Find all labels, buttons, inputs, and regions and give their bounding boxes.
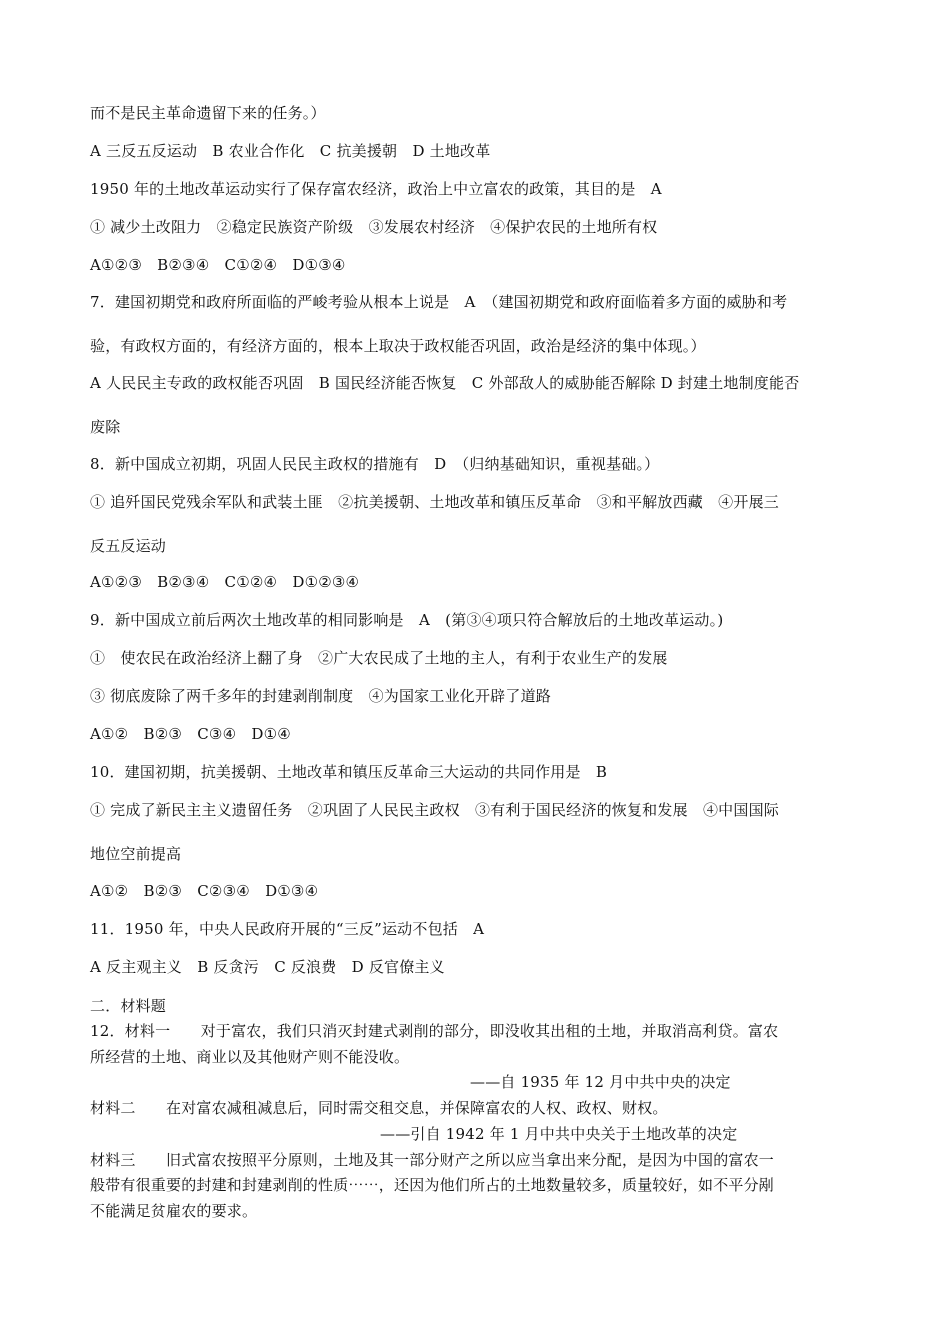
text-line: 不能满足贫雇农的要求。: [90, 1202, 258, 1220]
source-citation: ——引自 1942 年 1 月中共中央关于土地改革的决定: [380, 1125, 738, 1143]
text-line: 地位空前提高: [90, 845, 182, 863]
answer-options: A①② B②③ C③④ D①④: [90, 725, 291, 743]
text-line: 所经营的土地、商业以及其他财产则不能没收。: [90, 1048, 410, 1066]
section-heading: 二．材料题: [90, 997, 167, 1015]
question-10: 10．建国初期，抗美援朝、土地改革和镇压反革命三大运动的共同作用是 B: [90, 763, 608, 781]
source-citation: ——自 1935 年 12 月中共中央的决定: [470, 1073, 731, 1091]
question-items: ① 完成了新民主主义遗留任务 ②巩固了人民民主政权 ③有利于国民经济的恢复和发展 ④中国国际: [90, 801, 779, 819]
question-11: 11．1950 年，中央人民政府开展的“三反”运动不包括 A: [90, 920, 485, 938]
question-items: ① 使农民在政治经济上翻了身 ②广大农民成了土地的主人，有利于农业生产的发展: [90, 649, 668, 667]
answer-options: A①② B②③ C②③④ D①③④: [90, 882, 319, 900]
text-line: 而不是民主革命遗留下来的任务。）: [90, 104, 326, 122]
material-3: 材料三 旧式富农按照平分原则，土地及其一部分财产之所以应当拿出来分配，是因为中国的富农一: [90, 1151, 775, 1169]
text-line: 验，有政权方面的，有经济方面的，根本上取决于政权能否巩固，政治是经济的集中体现。）: [90, 337, 706, 355]
material-2: 材料二 在对富农减租减息后，同时需交租交息，并保障富农的人权、政权、财权。: [90, 1099, 668, 1117]
question-8: 8．新中国成立初期，巩固人民民主政权的措施有 D （归纳基础知识，重视基础。）: [90, 455, 660, 473]
question-items: ① 减少土改阻力 ②稳定民族资产阶级 ③发展农村经济 ④保护农民的土地所有权: [90, 218, 658, 236]
answer-options: A 反主观主义 B 反贪污 C 反浪费 D 反官僚主义: [90, 958, 445, 976]
text-line: 废除: [90, 418, 121, 436]
answer-options: A①②③ B②③④ C①②④ D①②③④: [90, 573, 360, 591]
text-line: 反五反运动: [90, 537, 167, 555]
question-text: 1950 年的土地改革运动实行了保存富农经济，政治上中立富农的政策，其目的是 A: [90, 180, 662, 198]
answer-options: A 三反五反运动 B 农业合作化 C 抗美援朝 D 土地改革: [90, 142, 491, 160]
text-line: 般带有很重要的封建和封建剥削的性质⋯⋯，还因为他们所占的土地数量较多，质量较好，如不平分剐: [90, 1176, 775, 1194]
question-7: 7．建国初期党和政府所面临的严峻考验从根本上说是 A （建国初期党和政府面临着多方面的威胁和考: [90, 293, 788, 311]
question-9: 9．新中国成立前后两次土地改革的相同影响是 A (第③④项只符合解放后的土地改革运动。): [90, 611, 724, 629]
answer-options: A 人民民主专政的政权能否巩固 B 国民经济能否恢复 C 外部敌人的威胁能否解除 D 封建土地制度能否: [90, 374, 800, 392]
material-1: 12．材料一 对于富农，我们只消灭封建式剥削的部分，即没收其出租的土地，并取消高利贷。富农: [90, 1022, 779, 1040]
question-items: ① 追歼国民党残余军队和武装土匪 ②抗美援朝、土地改革和镇压反革命 ③和平解放西藏 ④开展三: [90, 493, 779, 511]
answer-options: A①②③ B②③④ C①②④ D①③④: [90, 256, 346, 274]
question-items: ③ 彻底废除了两千多年的封建剥削制度 ④为国家工业化开辟了道路: [90, 687, 551, 705]
